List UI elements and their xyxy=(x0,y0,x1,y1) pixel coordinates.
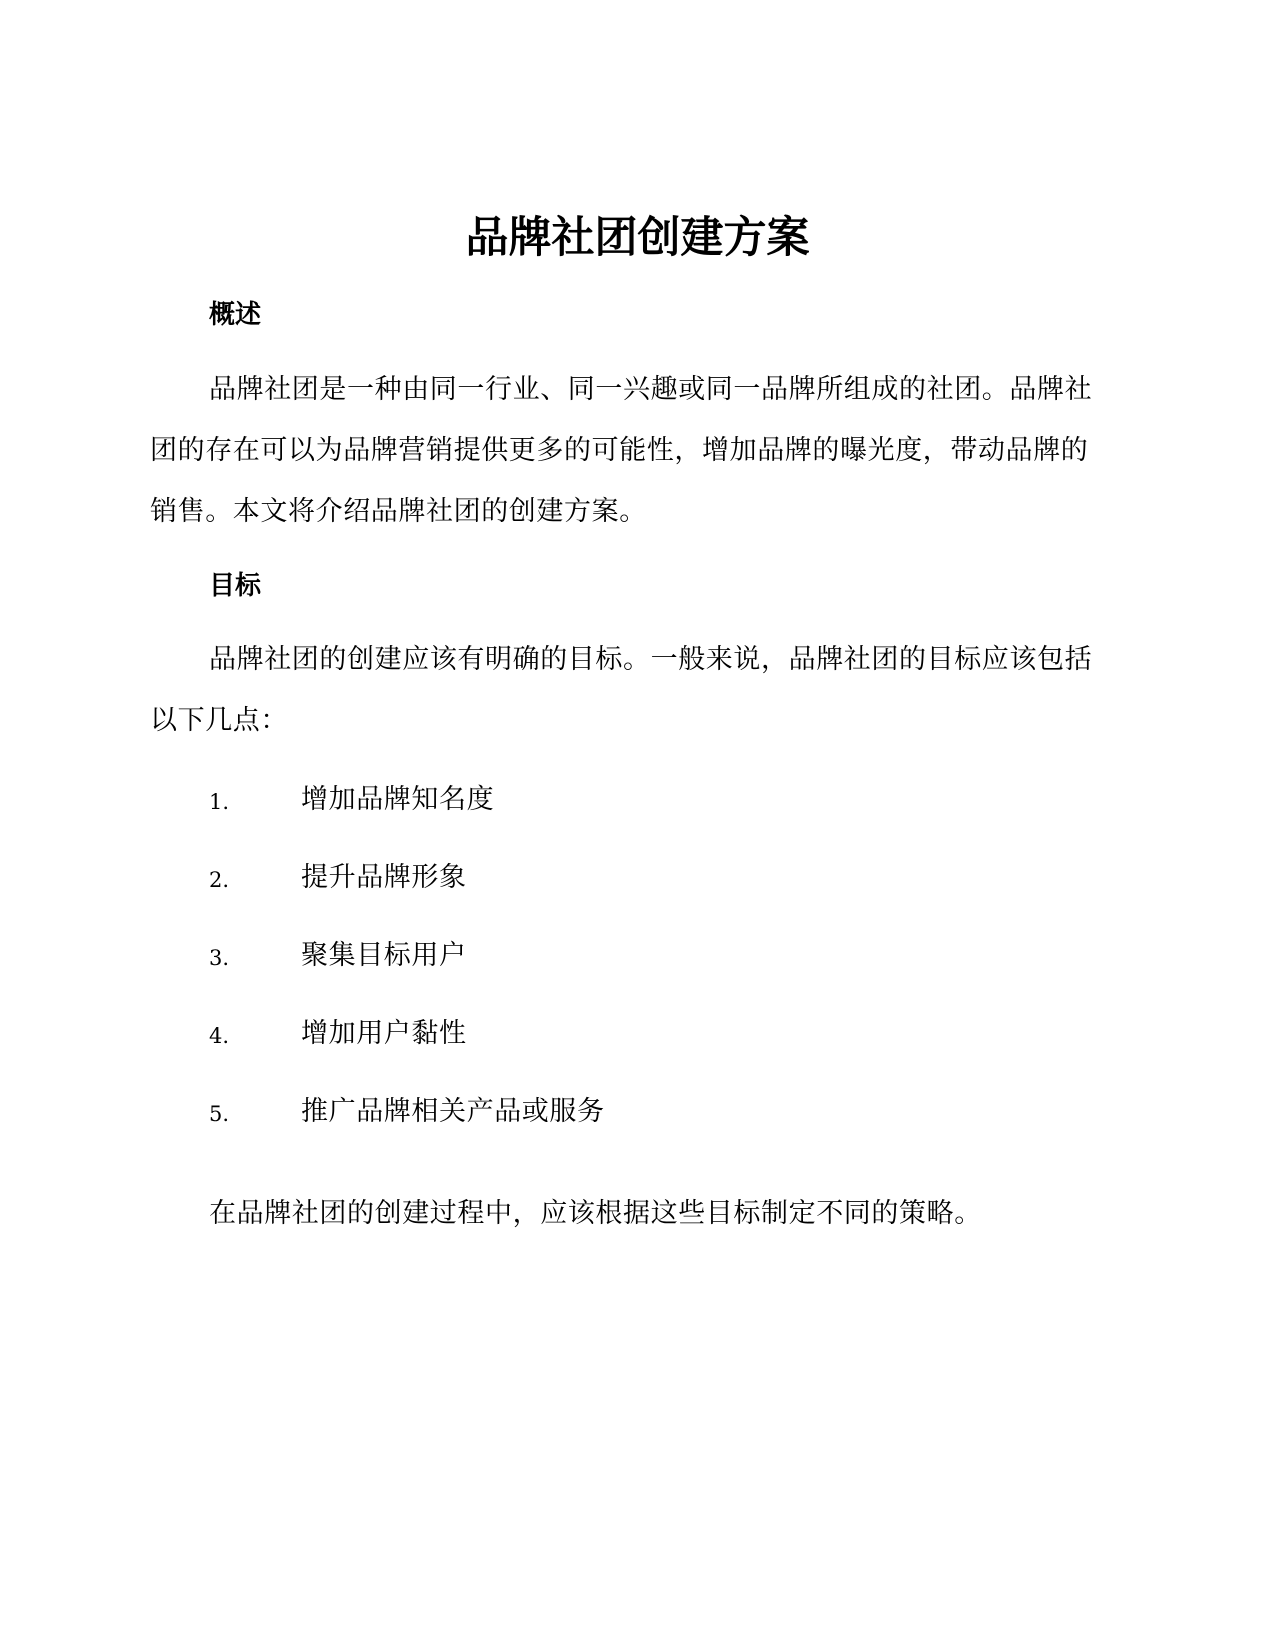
list-item-number: 3. xyxy=(209,946,230,970)
section-heading-overview: 概述 xyxy=(209,300,262,330)
closing-paragraph: 在品牌社团的创建过程中，应该根据这些目标制定不同的策略。 xyxy=(209,1198,982,1229)
list-item-number: 2. xyxy=(209,868,230,892)
list-item xyxy=(0,1016,1275,1094)
overview-paragraph: 品牌社团是一种由同一行业、同一兴趣或同一品牌所组成的社团。品牌社团的存在可以为品牌营销提供更多的可能性，增加品牌的曝光度，带动品牌的销售。本文将介绍品牌社团的创建方案。 xyxy=(150,374,1093,527)
goals-list xyxy=(0,782,1275,1172)
list-item-number: 5. xyxy=(209,1102,230,1126)
document-title: 品牌社团创建方案 xyxy=(465,213,810,263)
list-item-number: 1. xyxy=(209,790,230,814)
section-heading-goals: 目标 xyxy=(209,571,262,601)
list-item-text: 提升品牌形象 xyxy=(301,862,467,893)
list-item-text: 增加用户黏性 xyxy=(301,1018,467,1049)
list-item xyxy=(0,938,1275,1016)
list-item-text: 增加品牌知名度 xyxy=(301,784,495,815)
list-item xyxy=(0,860,1275,938)
list-item xyxy=(0,1094,1275,1172)
list-item-text: 推广品牌相关产品或服务 xyxy=(301,1096,605,1127)
list-item-text: 聚集目标用户 xyxy=(301,940,467,971)
goals-paragraph: 品牌社团的创建应该有明确的目标。一般来说，品牌社团的目标应该包括以下几点： xyxy=(150,644,1093,736)
list-item-number: 4. xyxy=(209,1024,230,1048)
list-item xyxy=(0,782,1275,860)
